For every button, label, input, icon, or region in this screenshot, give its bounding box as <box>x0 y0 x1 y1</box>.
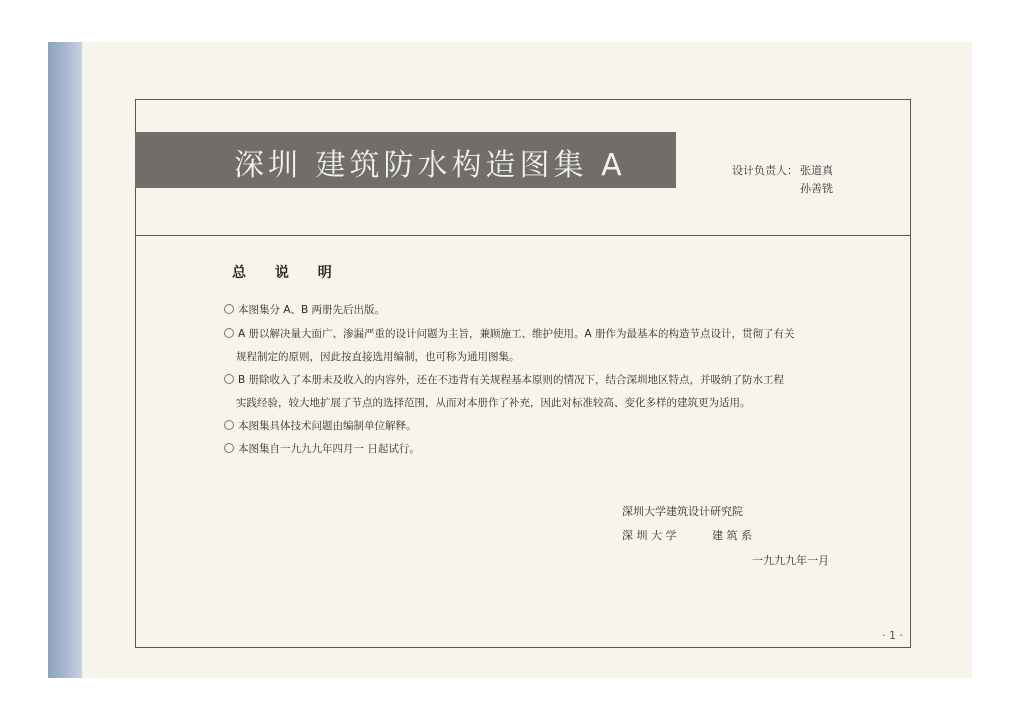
designer-name-1: 张道真 <box>800 164 833 177</box>
circle-bullet-icon <box>224 374 234 384</box>
list-item-text: B 册除收入了本册未及收入的内容外，还在不违背有关规程基本原则的情况下，结合深圳地区特点，并吸纳了防水工程 <box>238 374 785 386</box>
circle-bullet-icon <box>224 420 234 430</box>
circle-bullet-icon <box>224 328 234 338</box>
list-item-text: 本图集自一九九九年四月一 日起试行。 <box>238 443 420 455</box>
designer-name-2: 孙善铣 <box>800 182 833 195</box>
list-item <box>224 418 417 433</box>
circle-bullet-icon <box>224 304 234 314</box>
list-item-text: A 册以解决量大面广、渗漏严重的设计问题为主旨，兼顾施工、维护使用。A 册作为最基本的构造节点设计，贯彻了有关 <box>238 328 795 340</box>
signature-date: 一九九九年一月 <box>752 554 829 567</box>
signature-org-1: 深圳大学建筑设计研究院 <box>622 505 743 518</box>
list-item-continuation: 实践经验，较大地扩展了节点的选择范围，从而对本册作了补充，因此对标准较高、变化多样的建筑更为适用。 <box>236 397 751 409</box>
designer-label: 设计负责人： <box>732 164 798 177</box>
signature-org-2b: 建 筑 系 <box>712 529 752 542</box>
list-item <box>224 372 784 387</box>
page-title: 深圳 建筑防水构造图集 A <box>234 148 626 183</box>
circle-bullet-icon <box>224 443 234 453</box>
book-binding <box>48 42 82 678</box>
list-item <box>224 326 795 341</box>
list-item <box>224 441 420 456</box>
section-heading: 总 说 明 <box>232 265 344 281</box>
list-item-text: 本图集分 A、B 两册先后出版。 <box>238 304 386 316</box>
list-item <box>224 302 385 317</box>
page-number: · 1 · <box>882 629 903 642</box>
signature-org-2a: 深 圳 大 学 <box>622 529 677 542</box>
header-divider <box>135 235 911 236</box>
list-item-continuation: 规程制定的原则，因此按直接选用编制，也可称为通用图集。 <box>236 351 520 363</box>
list-item-text: 本图集具体技术问题由编制单位解释。 <box>238 420 417 432</box>
